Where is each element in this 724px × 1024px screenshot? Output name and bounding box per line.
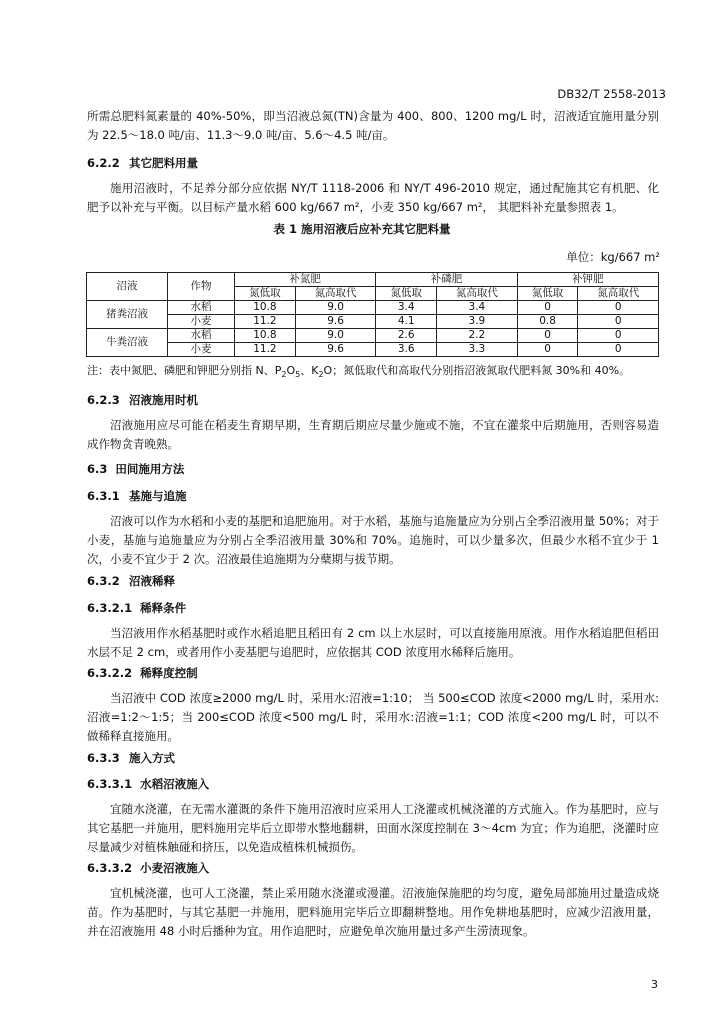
table-caption: 表 1 施用沼液后应补充其它肥料量 bbox=[273, 222, 451, 236]
sub-header: 氮高取代 bbox=[437, 287, 517, 301]
section-number: 6.2.3 bbox=[87, 393, 120, 407]
note-text: O；氮低取代和高取代分别指沼液氮取代肥料氮 30%和 40%。 bbox=[323, 364, 631, 377]
paragraph-6-3-3-2: 宜机械浇灌，也可人工浇灌，禁止采用随水浇灌或漫灌。沼液施保施肥的均匀度，避免局部施用过量造成烧苗。作为基肥时，与其它基肥一并施用，肥料施用完毕后立即翻耕整地。用作免耕地基肥时，应减少沼液用量，并在沼液施用 48 小时后播种为宜。用作追肥时，应避免单次施用量过多产生涝渍现象。 bbox=[87, 886, 659, 938]
section-title: 稀释条件 bbox=[140, 601, 187, 615]
section-number: 6.3.2.2 bbox=[87, 666, 133, 680]
cell: 0 bbox=[517, 329, 578, 343]
heading-6-3 bbox=[87, 461, 184, 477]
heading-6-3-3 bbox=[87, 750, 175, 766]
intro-paragraph: 所需总肥料氮素量的 40%-50%，即当沼液总氮(TN)含量为 400、800、1200 mg/L 时，沼液适宜施用量分别为 22.5～18.0 吨/亩、11.3～9.0 吨/亩、5.6～4.5 吨/亩。 bbox=[87, 109, 659, 142]
sub-header: 氮低取 bbox=[376, 287, 437, 301]
note-text: O bbox=[286, 364, 296, 377]
group-header-k: 补钾肥 bbox=[517, 273, 658, 287]
col-header-slurry: 沼液 bbox=[87, 273, 168, 301]
section-number: 6.3.3.2 bbox=[87, 861, 133, 875]
section-number: 6.3 bbox=[87, 462, 108, 476]
section-number: 6.2.2 bbox=[87, 156, 120, 170]
table-unit: 单位：kg/667 m² bbox=[566, 250, 660, 264]
note-text: 注：表中氮肥、磷肥和钾肥分别指 N、P bbox=[87, 364, 282, 377]
document-code-header: DB32/T 2558-2013 bbox=[557, 87, 666, 101]
note-text: 、K bbox=[300, 364, 319, 377]
cell: 0.8 bbox=[517, 315, 578, 329]
cell: 0 bbox=[578, 343, 659, 357]
table-note bbox=[87, 362, 667, 379]
cell: 3.4 bbox=[376, 301, 437, 315]
cell: 0 bbox=[578, 329, 659, 343]
paragraph-6-2-3: 沼液施用应尽可能在稻麦生育期早期，生育期后期应尽量少施或不施，不宜在灌浆中后期施用，否则容易造成作物贪青晚熟。 bbox=[87, 418, 659, 451]
cell: 9.0 bbox=[295, 329, 375, 343]
col-header-crop: 作物 bbox=[168, 273, 235, 301]
cell: 2.2 bbox=[437, 329, 517, 343]
cell: 9.6 bbox=[295, 343, 375, 357]
crop-label: 水稻 bbox=[168, 301, 235, 315]
paragraph-6-3-3-1: 宜随水浇灌，在无需水灌溉的条件下施用沼液时应采用人工浇灌或机械浇灌的方式施入。作为基肥时，应与其它基肥一并施用，肥料施用完毕后立即带水整地翻耕，田面水深度控制在 3～4cm 为宜；作为追肥，浇灌时应尽量减少对植株触碰和挤压，以免造成植株机械损伤。 bbox=[87, 802, 659, 854]
section-title: 水稻沼液施入 bbox=[140, 777, 210, 791]
crop-label: 水稻 bbox=[168, 329, 235, 343]
crop-label: 小麦 bbox=[168, 343, 235, 357]
group-header-p: 补磷肥 bbox=[376, 273, 517, 287]
section-number: 6.3.2 bbox=[87, 574, 120, 588]
table-row bbox=[87, 343, 659, 357]
section-number: 6.3.2.1 bbox=[87, 601, 133, 615]
cell: 0 bbox=[517, 301, 578, 315]
cell: 10.8 bbox=[235, 329, 296, 343]
section-title: 施入方式 bbox=[129, 751, 175, 765]
cell: 10.8 bbox=[235, 301, 296, 315]
section-number: 6.3.3.1 bbox=[87, 777, 133, 791]
cell: 0 bbox=[517, 343, 578, 357]
paragraph-6-2-2: 施用沼液时，不足养分部分应依据 NY/T 1118-2006 和 NY/T 496-2010 规定，通过配施其它有机肥、化肥予以补充与平衡。以目标产量水稻 600 kg/667 m²，小麦 350 kg/667 m²， 其肥料补充量参照表 1。 bbox=[87, 181, 659, 214]
cell: 11.2 bbox=[235, 315, 296, 329]
section-title: 沼液稀释 bbox=[129, 574, 175, 588]
paragraph-6-3-2-2: 当沼液中 COD 浓度≥2000 mg/L 时，采用水:沼液=1:10； 当 500≤COD 浓度<2000 mg/L 时，采用水:沼液=1:2～1:5；当 200≤COD 浓度<500 mg/L 时，采用水:沼液=1:1；COD 浓度<200 mg/L 时，可以不做稀释直接施用。 bbox=[87, 691, 659, 743]
slurry-label: 猪粪沼液 bbox=[87, 301, 168, 329]
section-title: 基施与追施 bbox=[129, 489, 187, 503]
cell: 0 bbox=[578, 301, 659, 315]
heading-6-3-3-1 bbox=[87, 776, 209, 792]
slurry-label: 牛粪沼液 bbox=[87, 329, 168, 357]
paragraph-6-3-1: 沼液可以作为水稻和小麦的基肥和追肥施用。对于水稻，基施与追施量应为分别占全季沼液用量 50%；对于小麦，基施与追施量应为分别占全季沼液用量 30%和 70%。追施时，可以少量多次，但最少水稻不宜少于 1 次，小麦不宜少于 2 次。沼液最佳追施期为分蘖期与拔节期。 bbox=[87, 514, 659, 566]
note-sub: 5 bbox=[295, 370, 301, 380]
cell: 3.6 bbox=[376, 343, 437, 357]
sub-header: 氮高取代 bbox=[295, 287, 375, 301]
note-sub: 2 bbox=[318, 370, 324, 380]
section-title: 稀释度控制 bbox=[140, 666, 198, 680]
table-row bbox=[87, 315, 659, 329]
section-title: 其它肥料用量 bbox=[129, 156, 198, 170]
heading-6-3-2 bbox=[87, 573, 175, 589]
table-row bbox=[87, 301, 659, 315]
cell: 3.4 bbox=[437, 301, 517, 315]
section-number: 6.3.3 bbox=[87, 751, 120, 765]
cell: 9.6 bbox=[295, 315, 375, 329]
sub-header: 氮低取 bbox=[517, 287, 578, 301]
crop-label: 小麦 bbox=[168, 315, 235, 329]
group-header-n: 补氮肥 bbox=[235, 273, 376, 287]
cell: 11.2 bbox=[235, 343, 296, 357]
page-number: 3 bbox=[651, 978, 658, 991]
cell: 3.3 bbox=[437, 343, 517, 357]
section-number: 6.3.1 bbox=[87, 489, 120, 503]
cell: 3.9 bbox=[437, 315, 517, 329]
heading-6-2-2 bbox=[87, 155, 198, 171]
heading-6-2-3 bbox=[87, 392, 198, 408]
table-row bbox=[87, 329, 659, 343]
section-title: 沼液施用时机 bbox=[129, 393, 198, 407]
note-sub: 2 bbox=[281, 370, 287, 380]
fertilizer-table bbox=[86, 272, 659, 357]
section-title: 小麦沼液施入 bbox=[140, 861, 210, 875]
heading-6-3-2-2 bbox=[87, 665, 198, 681]
sub-header: 氮高取代 bbox=[578, 287, 659, 301]
sub-header: 氮低取 bbox=[235, 287, 296, 301]
heading-6-3-1 bbox=[87, 488, 187, 504]
section-title: 田间施用方法 bbox=[115, 462, 185, 476]
paragraph-6-3-2-1: 当沼液用作水稻基肥时或作水稻追肥且稻田有 2 cm 以上水层时，可以直接施用原液。用作水稻追肥但稻田水层不足 2 cm，或者用作小麦基肥与追肥时，应依据其 COD 浓度用水稀释后施用。 bbox=[87, 626, 659, 659]
cell: 9.0 bbox=[295, 301, 375, 315]
cell: 4.1 bbox=[376, 315, 437, 329]
cell: 0 bbox=[578, 315, 659, 329]
cell: 2.6 bbox=[376, 329, 437, 343]
heading-6-3-2-1 bbox=[87, 600, 186, 616]
heading-6-3-3-2 bbox=[87, 860, 209, 876]
